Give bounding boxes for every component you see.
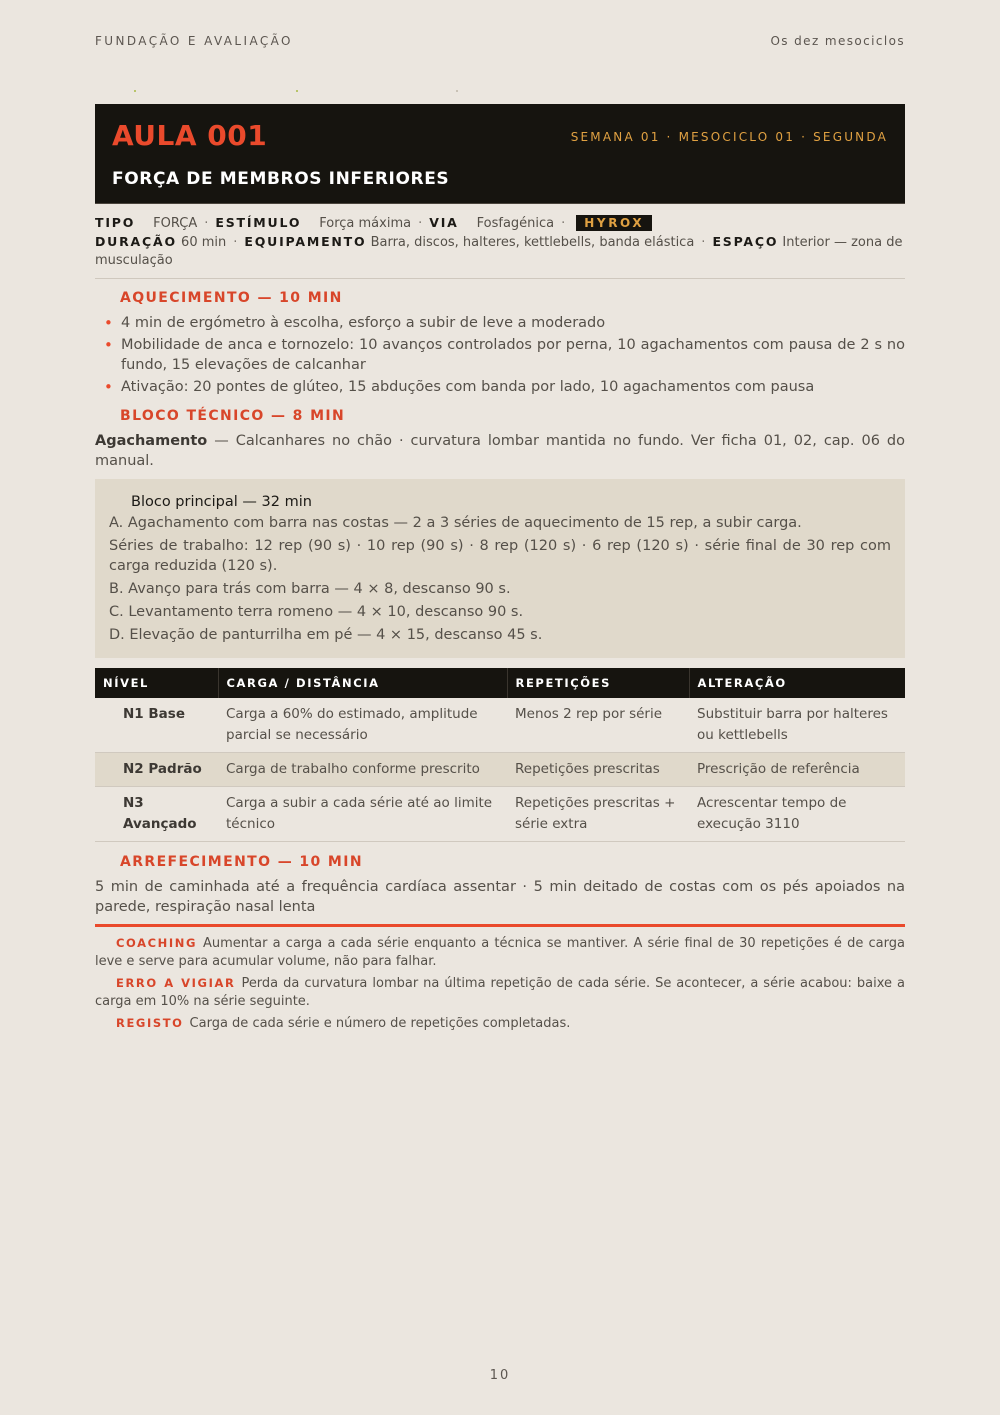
page-number: 10 [489,1368,511,1383]
table-row [95,787,905,842]
lesson-schedule: SEMANA 01 · MESOCICLO 01 · SEGUNDA [570,130,888,144]
table-row [95,698,905,753]
table-cell: N1 Base [95,698,218,753]
meta-estimulo-label: ESTÍMULO [215,215,302,230]
technical-text [95,431,905,471]
table-cell: Acrescentar tempo de execução 3110 [689,787,905,842]
table-header-row [95,668,905,698]
note-erro-label: ERRO A VIGIAR [116,976,236,990]
meta-espaco-label: ESPAÇO [712,234,779,249]
main-block-panel [95,479,905,658]
decorative-speck [134,90,136,92]
main-block-title: Bloco principal — 32 min [131,494,312,510]
running-header [95,34,905,48]
note-registo-text: Carga de cada série e número de repetições completadas. [189,1016,571,1031]
list-item: D. Elevação de panturrilha em pé — 4 × 15, descanso 45 s. [109,627,543,643]
table-cell: Carga a subir a cada série até ao limite técnico [218,787,507,842]
header-carga: CARGA / DISTÂNCIA [218,668,507,698]
list-item: A. Agachamento com barra nas costas — 2 a 3 séries de aquecimento de 15 rep, a subir carga. [109,515,802,531]
list-item: • Mobilidade de anca e tornozelo: 10 avanços controlados por perna, 10 agachamentos com pausa de 2 s no fundo, 15 elevações de calcanhar [95,335,905,375]
warmup-heading: AQUECIMENTO — 10 MIN [120,290,343,306]
meta-espaco-value: Interior — zona de musculação [95,235,903,268]
list-item: B. Avanço para trás com barra — 4 × 8, descanso 90 s. [109,581,511,597]
note-coaching [95,934,905,971]
meta-estimulo-value: Força máxima [319,216,412,231]
meta-equipamento-value: Barra, discos, halteres, kettlebells, banda elástica [370,235,695,250]
table-row [95,753,905,787]
lesson-meta [95,214,905,279]
table-cell: Prescrição de referência [689,753,905,787]
header-nivel: NÍVEL [95,668,218,698]
decorative-speck [296,90,298,92]
meta-via-value: Fosfagénica [476,216,555,231]
decorative-speck [456,90,458,92]
levels-table [95,668,905,842]
table-cell: N3 Avançado [95,787,218,842]
meta-duracao-value: 60 min [181,235,227,250]
header-alteracao: ALTERAÇÃO [689,668,905,698]
cooldown-text: 5 min de caminhada até a frequência cardíaca assentar · 5 min deitado de costas com os pés apoiados na parede, respiração nasal lenta [95,879,905,915]
technical-heading: BLOCO TÉCNICO — 8 MIN [120,408,346,424]
meta-line-1: TIPO FORÇA · ESTÍMULO Força máxima · VIA Fosfagénica · HYROX [95,214,905,233]
technical-exercise: Agachamento [95,433,208,449]
table-cell: Repetições prescritas [507,753,689,787]
lesson-title: AULA 001 [112,119,268,152]
cooldown-heading: ARREFECIMENTO — 10 MIN [120,854,363,870]
meta-tipo-label: TIPO [95,215,136,230]
coach-notes [95,934,905,1036]
technical-cues: — Calcanhares no chão · curvatura lombar mantida no fundo. Ver ficha 01, 02, cap. 06 do manual. [95,433,905,469]
note-coaching-label: COACHING [116,936,198,950]
note-erro [95,974,905,1011]
table-cell: Carga a 60% do estimado, amplitude parcial se necessário [218,698,507,753]
note-coaching-text: Aumentar a carga a cada série enquanto a técnica se mantiver. A série final de 30 repetições é de carga leve e serve para acumular volume, não para falhar. [95,936,905,969]
list-item: • Ativação: 20 pontes de glúteo, 15 abduções com banda por lado, 10 agachamentos com pausa [95,377,905,397]
hyrox-badge: HYROX [576,215,652,231]
meta-line-2: DURAÇÃO 60 min · EQUIPAMENTO Barra, discos, halteres, kettlebells, banda elástica · ESPAÇO Interior — zona de musculação [95,234,903,268]
accent-divider [95,924,905,927]
table-cell: Substituir barra por halteres ou kettlebells [689,698,905,753]
note-registo-label: REGISTO [116,1016,184,1030]
table-cell: Menos 2 rep por série [507,698,689,753]
list-item: • 4 min de ergómetro à escolha, esforço a subir de leve a moderado [95,313,905,333]
note-registo [95,1014,905,1033]
running-header-section: FUNDAÇÃO E AVALIAÇÃO [95,34,293,48]
table-cell: Carga de trabalho conforme prescrito [218,753,507,787]
lesson-hero-banner [95,104,905,204]
table-cell: N2 Padrão [95,753,218,787]
list-item: Séries de trabalho: 12 rep (90 s) · 10 rep (90 s) · 8 rep (120 s) · 6 rep (120 s) · série final de 30 rep com carga reduzida (120 s). [109,538,891,574]
meta-equipamento-label: EQUIPAMENTO [244,234,367,249]
warmup-list [95,313,905,399]
running-header-chapter: Os dez mesociclos [770,34,905,48]
meta-tipo-value: FORÇA [153,216,198,231]
note-erro-text: Perda da curvatura lombar na última repetição de cada série. Se acontecer, a série acabou: baixe a carga em 10% na série seguinte. [95,976,905,1009]
header-repeticoes: REPETIÇÕES [507,668,689,698]
list-item: C. Levantamento terra romeno — 4 × 10, descanso 90 s. [109,604,524,620]
meta-via-label: VIA [429,215,459,230]
table-cell: Repetições prescritas + série extra [507,787,689,842]
lesson-subtitle: FORÇA DE MEMBROS INFERIORES [112,169,450,189]
meta-duracao-label: DURAÇÃO [95,234,177,249]
